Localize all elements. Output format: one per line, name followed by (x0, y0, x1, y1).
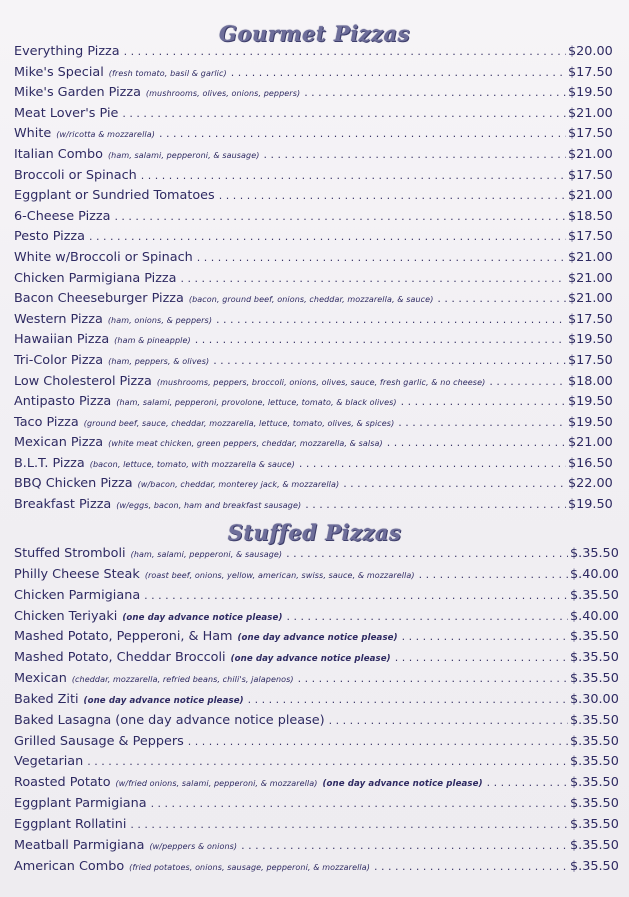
dot-leader (151, 797, 568, 810)
item-description: (roast beef, onions, yellow, american, swiss, sauce, & mozzarella) (144, 570, 415, 580)
dot-leader (197, 251, 566, 264)
dot-leader (122, 107, 566, 120)
item-description: (w/ricotta & mozzarella) (56, 130, 155, 140)
item-price: $.35.50 (570, 775, 619, 791)
item-price: $21.00 (568, 188, 613, 204)
menu-item (14, 629, 618, 650)
menu-item (14, 838, 618, 859)
menu-item (14, 374, 618, 395)
item-name: Eggplant Rollatini (14, 816, 127, 832)
item-price: $.35.50 (570, 546, 619, 561)
item-name: Pesto Pizza (14, 229, 85, 245)
item-name: Baked Ziti (14, 691, 79, 707)
item-description: (w/eggs, bacon, ham and breakfast sausage) (116, 501, 302, 511)
item-description: (ground beef, sauce, cheddar, mozzarella, lettuce, tomato, olives, & spices) (83, 418, 395, 428)
item-description: (fried potatoes, onions, sausage, pepperoni, & mozzarella) (129, 862, 370, 872)
menu-item (14, 435, 618, 456)
dot-leader (395, 651, 568, 664)
item-price: $19.50 (568, 497, 613, 513)
item-name: Mike's Garden Pizza (14, 85, 141, 101)
item-price: $.30.00 (570, 691, 619, 707)
item-name: White w/Broccoli or Spinach (14, 249, 193, 265)
item-price: $.35.50 (570, 837, 619, 853)
stuffed-pizzas-title: Stuffed Pizzas (227, 520, 402, 545)
item-description: (fresh tomato, basil & garlic) (108, 68, 227, 78)
menu-item (14, 609, 618, 630)
item-name: B.L.T. Pizza (14, 455, 85, 471)
item-description: (ham, peppers, & olives) (108, 356, 210, 366)
item-price: $.35.50 (570, 587, 619, 603)
item-name: Low Cholesterol Pizza (14, 373, 152, 389)
dot-leader (398, 416, 566, 429)
menu-item (14, 126, 618, 147)
gourmet-pizzas-title: Gourmet Pizzas (219, 21, 410, 46)
item-description: (ham, onions, & peppers) (107, 315, 213, 325)
dot-leader (130, 818, 568, 831)
menu-item (14, 754, 618, 775)
item-description: (bacon, lettuce, tomato, with mozzarella & sauce) (89, 459, 295, 469)
item-price: $.35.50 (570, 712, 619, 728)
item-name: 6-Cheese Pizza (14, 208, 111, 224)
dot-leader (114, 210, 566, 223)
menu-item (14, 188, 618, 209)
dot-leader (144, 589, 568, 602)
dot-leader (195, 333, 566, 346)
menu-item (14, 394, 618, 415)
item-name: Eggplant or Sundried Tomatoes (14, 188, 215, 204)
menu-item (14, 734, 618, 755)
dot-leader (87, 755, 568, 768)
menu-item (14, 588, 618, 609)
dot-leader (241, 839, 568, 852)
item-price: $20.00 (568, 44, 613, 59)
item-price: $17.50 (568, 167, 613, 183)
item-price: $.40.00 (570, 566, 619, 582)
item-description: (ham, salami, pepperoni, & sausage) (107, 150, 260, 160)
item-price: $19.50 (568, 414, 613, 430)
item-name: Vegetarian (14, 754, 84, 770)
menu-item (14, 65, 618, 86)
item-price: $.35.50 (570, 629, 619, 645)
item-name: Mike's Special (14, 64, 104, 80)
item-price: $17.50 (568, 352, 613, 368)
item-name: Stuffed Stromboli (14, 546, 126, 561)
dot-leader (286, 610, 568, 623)
dot-leader (343, 477, 566, 490)
item-name: Chicken Parmigiana (14, 587, 141, 603)
dot-leader (216, 313, 566, 326)
item-price: $17.50 (568, 311, 613, 327)
item-price: $.35.50 (570, 796, 619, 812)
menu-item (14, 497, 618, 518)
item-price: $21.00 (568, 270, 613, 286)
dot-leader (401, 395, 566, 408)
item-price: $17.50 (568, 64, 613, 80)
item-name: Everything Pizza (14, 44, 120, 59)
menu-item (14, 147, 618, 168)
item-price: $21.00 (568, 435, 613, 451)
gourmet-pizzas-list (14, 44, 618, 518)
item-description: (one day advance notice please) (83, 695, 244, 706)
dot-leader (213, 354, 566, 367)
dot-leader (305, 498, 566, 511)
item-name: Bacon Cheeseburger Pizza (14, 291, 184, 307)
item-price: $.35.50 (570, 733, 619, 749)
item-description: (cheddar, mozzarella, refried beans, chili's, jalapenos) (71, 675, 294, 685)
item-description: (one day advance notice please) (122, 612, 283, 623)
menu-item (14, 312, 618, 333)
menu-item (14, 456, 618, 477)
menu-item (14, 650, 618, 671)
item-price: $17.50 (568, 229, 613, 245)
item-price: $16.50 (568, 455, 613, 471)
menu-item (14, 85, 618, 106)
dot-leader (489, 375, 566, 388)
menu-item (14, 859, 618, 880)
item-name: White (14, 126, 52, 142)
item-description: (ham, salami, pepperoni, provolone, lettuce, tomato, & black olives) (116, 398, 397, 408)
item-name: Mashed Potato, Pepperoni, & Ham (14, 629, 233, 645)
menu-item (14, 229, 618, 250)
item-description: (w/bacon, cheddar, monterey jack, & mozzarella) (137, 480, 340, 490)
dot-leader (124, 45, 566, 58)
dot-leader (437, 292, 566, 305)
dot-leader (141, 169, 566, 182)
item-description: (one day advance notice please) (237, 633, 398, 644)
item-price: $.35.50 (570, 754, 619, 770)
item-description: (white meat chicken, green peppers, cheddar, mozzarella, & salsa) (108, 439, 383, 449)
item-name: Mexican Pizza (14, 435, 104, 451)
dot-leader (263, 148, 566, 161)
menu-item (14, 713, 618, 734)
dot-leader (487, 776, 568, 789)
item-price: $18.00 (568, 373, 613, 389)
stuffed-pizzas-list (14, 546, 618, 880)
item-description: (mushrooms, peppers, broccoli, onions, olives, sauce, fresh garlic, & no cheese) (156, 377, 486, 387)
dot-leader (329, 714, 568, 727)
item-name: Taco Pizza (14, 414, 79, 430)
item-name: Roasted Potato (14, 775, 111, 791)
item-name: Tri-Color Pizza (14, 352, 104, 368)
menu-item (14, 546, 618, 567)
dot-leader (299, 457, 566, 470)
item-price: $.40.00 (570, 608, 619, 624)
dot-leader (304, 86, 566, 99)
dot-leader (298, 672, 568, 685)
menu-item (14, 271, 618, 292)
item-price: $.35.50 (570, 858, 619, 874)
dot-leader (419, 568, 568, 581)
menu-item (14, 567, 618, 588)
item-description: (one day advance notice please) (230, 654, 391, 665)
item-name: Baked Lasagna (one day advance notice please) (14, 712, 325, 728)
dot-leader (248, 693, 568, 706)
item-name: Chicken Teriyaki (14, 608, 118, 624)
menu-item (14, 353, 618, 374)
item-price: $.35.50 (570, 650, 619, 666)
item-name: Grilled Sausage & Peppers (14, 733, 184, 749)
dot-leader (231, 66, 566, 79)
menu-item (14, 168, 618, 189)
item-name: Philly Cheese Steak (14, 566, 140, 582)
item-description: (bacon, ground beef, onions, cheddar, mozzarella, & sauce) (188, 295, 434, 305)
dot-leader (89, 230, 566, 243)
item-price: $19.50 (568, 394, 613, 410)
item-price: $21.00 (568, 146, 613, 162)
item-name: BBQ Chicken Pizza (14, 476, 133, 492)
dot-leader (181, 272, 567, 285)
item-description: (ham & pineapple) (114, 336, 191, 346)
item-name: Mexican (14, 671, 67, 687)
menu-item (14, 796, 618, 817)
item-description: (mushrooms, olives, onions, peppers) (145, 89, 301, 99)
item-name: Broccoli or Spinach (14, 167, 137, 183)
item-name: Meat Lover's Pie (14, 105, 119, 121)
menu-item (14, 106, 618, 127)
item-price: $18.50 (568, 208, 613, 224)
menu-item (14, 692, 618, 713)
menu-item (14, 209, 618, 230)
item-name: Italian Combo (14, 146, 103, 162)
item-description: (w/fried onions, salami, pepperoni, & mozzarella) (115, 779, 318, 789)
menu-item (14, 415, 618, 436)
item-description: (w/peppers & onions) (149, 841, 238, 851)
menu-item (14, 250, 618, 271)
item-name: Meatball Parmigiana (14, 837, 145, 853)
item-name: Antipasto Pizza (14, 394, 112, 410)
item-note: (one day advance notice please) (322, 779, 483, 790)
menu-item (14, 44, 618, 65)
dot-leader (402, 630, 568, 643)
item-price: $19.50 (568, 332, 613, 348)
menu-item (14, 775, 618, 796)
dot-leader (159, 127, 566, 140)
item-price: $21.00 (568, 105, 613, 121)
dot-leader (387, 436, 566, 449)
item-price: $.35.50 (570, 671, 619, 687)
item-price: $.35.50 (570, 816, 619, 832)
menu-item (14, 332, 618, 353)
menu-item (14, 476, 618, 497)
item-name: Eggplant Parmigiana (14, 796, 147, 812)
item-name: American Combo (14, 858, 125, 874)
item-name: Mashed Potato, Cheddar Broccoli (14, 650, 226, 666)
dot-leader (286, 547, 568, 560)
menu-item (14, 817, 618, 838)
menu-item (14, 671, 618, 692)
item-description: (ham, salami, pepperoni, & sausage) (130, 550, 283, 559)
item-name: Chicken Parmigiana Pizza (14, 270, 177, 286)
item-price: $22.00 (568, 476, 613, 492)
item-name: Breakfast Pizza (14, 497, 112, 513)
dot-leader (219, 189, 566, 202)
dot-leader (188, 735, 568, 748)
item-name: Western Pizza (14, 311, 103, 327)
item-price: $21.00 (568, 291, 613, 307)
item-price: $21.00 (568, 249, 613, 265)
dot-leader (374, 860, 568, 873)
menu-item (14, 291, 618, 312)
item-name: Hawaiian Pizza (14, 332, 110, 348)
item-price: $19.50 (568, 85, 613, 101)
item-price: $17.50 (568, 126, 613, 142)
